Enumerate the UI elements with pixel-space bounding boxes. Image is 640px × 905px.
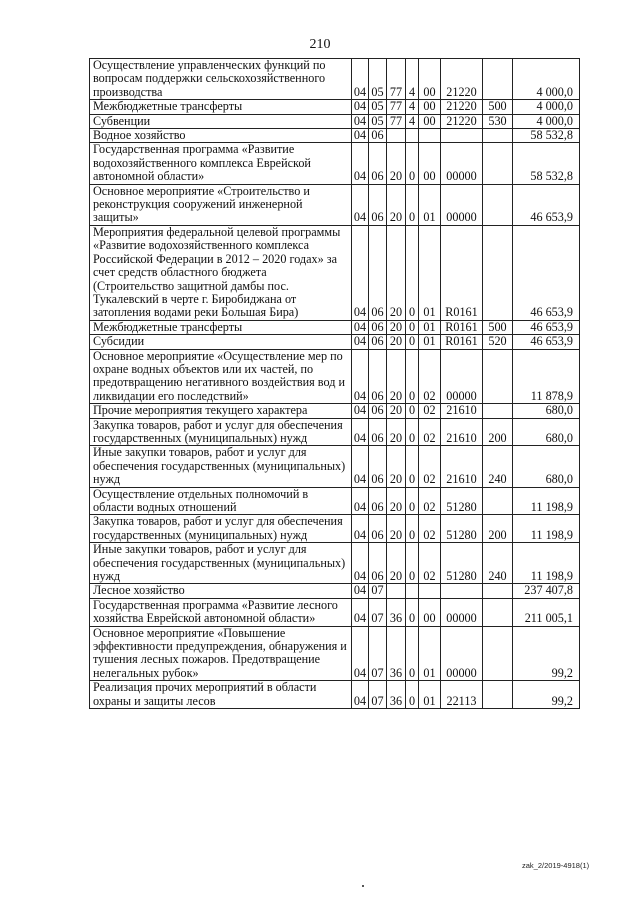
row-program-code: 20 [387, 515, 406, 543]
row-subsection-code: 05 [369, 59, 387, 100]
row-event-code: 01 [419, 320, 441, 334]
row-subprogram-code: 0 [406, 404, 419, 418]
row-expense-type-code: 240 [483, 543, 513, 584]
row-subsection-code: 05 [369, 100, 387, 114]
table-row [90, 487, 580, 515]
row-expense-type-code [483, 349, 513, 404]
row-event-code: 00 [419, 100, 441, 114]
row-section-code: 04 [352, 487, 369, 515]
table-row [90, 114, 580, 128]
row-direction-code: 00000 [441, 184, 483, 225]
row-section-code: 04 [352, 320, 369, 334]
row-event-code: 01 [419, 184, 441, 225]
row-subsection-code: 06 [369, 446, 387, 487]
row-program-code: 36 [387, 598, 406, 626]
row-amount: 99,2 [513, 626, 580, 681]
row-program-code: 20 [387, 487, 406, 515]
row-expense-type-code [483, 487, 513, 515]
row-section-code: 04 [352, 584, 369, 598]
row-expense-type-code [483, 225, 513, 320]
row-program-code: 20 [387, 404, 406, 418]
table-row [90, 584, 580, 598]
row-direction-code: 21610 [441, 404, 483, 418]
row-expense-type-code [483, 143, 513, 184]
row-subsection-code: 06 [369, 129, 387, 143]
row-event-code: 00 [419, 143, 441, 184]
row-subsection-code: 06 [369, 543, 387, 584]
row-amount: 46 653,9 [513, 225, 580, 320]
row-event-code: 02 [419, 487, 441, 515]
row-expense-type-code: 240 [483, 446, 513, 487]
table-row [90, 59, 580, 100]
row-direction-code [441, 584, 483, 598]
row-subprogram-code: 0 [406, 487, 419, 515]
row-direction-code: R0161 [441, 320, 483, 334]
table-row [90, 681, 580, 709]
row-program-code: 36 [387, 626, 406, 681]
row-event-code: 01 [419, 681, 441, 709]
row-subprogram-code: 0 [406, 446, 419, 487]
row-subprogram-code: 0 [406, 418, 419, 446]
row-expense-type-code [483, 129, 513, 143]
row-program-code: 20 [387, 320, 406, 334]
row-name: Государственная программа «Развитие лесного хозяйства Еврейской автономной области» [90, 598, 352, 626]
row-program-code: 77 [387, 100, 406, 114]
table-row [90, 349, 580, 404]
row-name: Лесное хозяйство [90, 584, 352, 598]
row-expense-type-code [483, 584, 513, 598]
row-event-code: 02 [419, 404, 441, 418]
row-name: Закупка товаров, работ и услуг для обеспечения государственных (муниципальных) нужд [90, 515, 352, 543]
row-section-code: 04 [352, 143, 369, 184]
row-event-code: 00 [419, 598, 441, 626]
table-row [90, 184, 580, 225]
row-event-code [419, 584, 441, 598]
table-row [90, 225, 580, 320]
row-direction-code: 22113 [441, 681, 483, 709]
row-subprogram-code: 0 [406, 515, 419, 543]
row-direction-code: R0161 [441, 225, 483, 320]
row-event-code: 01 [419, 225, 441, 320]
row-expense-type-code [483, 404, 513, 418]
row-subprogram-code: 0 [406, 184, 419, 225]
row-name: Прочие мероприятия текущего характера [90, 404, 352, 418]
row-section-code: 04 [352, 418, 369, 446]
row-direction-code: 21220 [441, 114, 483, 128]
row-subsection-code: 06 [369, 320, 387, 334]
row-program-code: 20 [387, 335, 406, 349]
row-event-code: 02 [419, 446, 441, 487]
table-row [90, 335, 580, 349]
row-amount: 46 653,9 [513, 184, 580, 225]
row-event-code: 02 [419, 543, 441, 584]
row-name: Субсидии [90, 335, 352, 349]
row-subprogram-code: 0 [406, 143, 419, 184]
row-program-code: 20 [387, 418, 406, 446]
row-program-code: 20 [387, 446, 406, 487]
row-subprogram-code: 0 [406, 335, 419, 349]
scan-speck [362, 885, 364, 887]
row-name: Межбюджетные трансферты [90, 100, 352, 114]
row-expense-type-code [483, 598, 513, 626]
row-expense-type-code: 200 [483, 515, 513, 543]
row-subprogram-code: 0 [406, 543, 419, 584]
row-expense-type-code [483, 626, 513, 681]
row-subsection-code: 06 [369, 184, 387, 225]
row-name: Реализация прочих мероприятий в области охраны и защиты лесов [90, 681, 352, 709]
row-amount: 680,0 [513, 404, 580, 418]
row-event-code: 02 [419, 418, 441, 446]
table-row [90, 446, 580, 487]
row-amount: 46 653,9 [513, 320, 580, 334]
row-direction-code: 00000 [441, 626, 483, 681]
row-name: Водное хозяйство [90, 129, 352, 143]
row-direction-code: 51280 [441, 487, 483, 515]
row-direction-code: 00000 [441, 349, 483, 404]
row-amount: 58 532,8 [513, 143, 580, 184]
row-name: Осуществление управленческих функций по вопросам поддержки сельскохозяйственного производства [90, 59, 352, 100]
row-program-code: 77 [387, 59, 406, 100]
row-subprogram-code: 4 [406, 59, 419, 100]
row-subsection-code: 06 [369, 418, 387, 446]
row-amount: 46 653,9 [513, 335, 580, 349]
row-section-code: 04 [352, 129, 369, 143]
row-event-code: 01 [419, 626, 441, 681]
row-section-code: 04 [352, 335, 369, 349]
row-subsection-code: 06 [369, 515, 387, 543]
row-subsection-code: 06 [369, 335, 387, 349]
table-row [90, 626, 580, 681]
row-direction-code: 21610 [441, 418, 483, 446]
row-amount: 4 000,0 [513, 100, 580, 114]
row-amount: 11 198,9 [513, 487, 580, 515]
budget-table [89, 58, 580, 709]
row-expense-type-code: 200 [483, 418, 513, 446]
row-expense-type-code [483, 184, 513, 225]
row-subprogram-code: 0 [406, 598, 419, 626]
row-name: Иные закупки товаров, работ и услуг для обеспечения государственных (муниципальных) нужд [90, 446, 352, 487]
row-subprogram-code [406, 129, 419, 143]
row-amount: 680,0 [513, 418, 580, 446]
row-section-code: 04 [352, 349, 369, 404]
row-event-code: 00 [419, 59, 441, 100]
row-subprogram-code [406, 584, 419, 598]
row-direction-code: 51280 [441, 543, 483, 584]
row-amount: 99,2 [513, 681, 580, 709]
row-amount: 4 000,0 [513, 59, 580, 100]
row-subsection-code: 06 [369, 143, 387, 184]
row-expense-type-code [483, 59, 513, 100]
row-direction-code [441, 129, 483, 143]
row-subsection-code: 06 [369, 404, 387, 418]
row-direction-code: 51280 [441, 515, 483, 543]
row-subprogram-code: 4 [406, 100, 419, 114]
row-section-code: 04 [352, 404, 369, 418]
row-section-code: 04 [352, 681, 369, 709]
row-amount: 11 198,9 [513, 515, 580, 543]
row-event-code: 02 [419, 515, 441, 543]
row-direction-code: 21220 [441, 59, 483, 100]
row-name: Государственная программа «Развитие водохозяйственного комплекса Еврейской автономной области» [90, 143, 352, 184]
row-subprogram-code: 0 [406, 320, 419, 334]
row-section-code: 04 [352, 100, 369, 114]
row-amount: 58 532,8 [513, 129, 580, 143]
row-subprogram-code: 0 [406, 681, 419, 709]
row-program-code: 77 [387, 114, 406, 128]
row-subsection-code: 06 [369, 349, 387, 404]
table-row [90, 129, 580, 143]
row-expense-type-code: 500 [483, 100, 513, 114]
row-program-code: 20 [387, 349, 406, 404]
row-expense-type-code: 520 [483, 335, 513, 349]
row-subsection-code: 07 [369, 598, 387, 626]
row-event-code: 01 [419, 335, 441, 349]
table-row [90, 100, 580, 114]
row-event-code [419, 129, 441, 143]
row-section-code: 04 [352, 598, 369, 626]
row-subsection-code: 07 [369, 584, 387, 598]
row-program-code [387, 129, 406, 143]
row-name: Осуществление отдельных полномочий в области водных отношений [90, 487, 352, 515]
row-subprogram-code: 0 [406, 349, 419, 404]
row-program-code: 20 [387, 543, 406, 584]
row-direction-code: R0161 [441, 335, 483, 349]
row-program-code: 36 [387, 681, 406, 709]
row-subprogram-code: 0 [406, 225, 419, 320]
row-amount: 680,0 [513, 446, 580, 487]
row-subsection-code: 07 [369, 681, 387, 709]
row-name: Основное мероприятие «Повышение эффективности предупреждения, обнаружения и тушения лесных пожаров. Предотвращение нелегальных рубок» [90, 626, 352, 681]
row-expense-type-code: 530 [483, 114, 513, 128]
row-section-code: 04 [352, 626, 369, 681]
row-amount: 11 198,9 [513, 543, 580, 584]
table-row [90, 404, 580, 418]
row-expense-type-code: 500 [483, 320, 513, 334]
row-direction-code: 21220 [441, 100, 483, 114]
row-section-code: 04 [352, 446, 369, 487]
row-amount: 4 000,0 [513, 114, 580, 128]
row-name: Субвенции [90, 114, 352, 128]
row-name: Основное мероприятие «Строительство и реконструкция сооружений инженерной защиты» [90, 184, 352, 225]
row-amount: 11 878,9 [513, 349, 580, 404]
document-code: zak_2/2019-4918(1) [522, 861, 590, 870]
table-row [90, 418, 580, 446]
table-row [90, 320, 580, 334]
row-section-code: 04 [352, 59, 369, 100]
table-row [90, 143, 580, 184]
row-program-code [387, 584, 406, 598]
row-program-code: 20 [387, 225, 406, 320]
row-name: Мероприятия федеральной целевой программы «Развитие водохозяйственного комплекса Российской Федерации в 2012 – 2020 годах» за счет средств областного бюджета (Строительство защитной дамбы пос. Тукалевский в черте г. Биробиджана от затопления водами реки Большая Бира) [90, 225, 352, 320]
page-number: 210 [309, 37, 331, 52]
row-subsection-code: 06 [369, 487, 387, 515]
row-name: Иные закупки товаров, работ и услуг для обеспечения государственных (муниципальных) нужд [90, 543, 352, 584]
row-subprogram-code: 0 [406, 626, 419, 681]
row-name: Закупка товаров, работ и услуг для обеспечения государственных (муниципальных) нужд [90, 418, 352, 446]
row-event-code: 00 [419, 114, 441, 128]
row-direction-code: 00000 [441, 598, 483, 626]
row-amount: 211 005,1 [513, 598, 580, 626]
row-section-code: 04 [352, 114, 369, 128]
row-direction-code: 21610 [441, 446, 483, 487]
table-row [90, 598, 580, 626]
row-subsection-code: 05 [369, 114, 387, 128]
row-program-code: 20 [387, 143, 406, 184]
row-section-code: 04 [352, 543, 369, 584]
row-subprogram-code: 4 [406, 114, 419, 128]
row-name: Основное мероприятие «Осуществление мер по охране водных объектов или их частей, по предотвращению негативного воздействия вод и ликвидации его последствий» [90, 349, 352, 404]
row-subsection-code: 06 [369, 225, 387, 320]
row-section-code: 04 [352, 515, 369, 543]
row-name: Межбюджетные трансферты [90, 320, 352, 334]
row-event-code: 02 [419, 349, 441, 404]
row-subsection-code: 07 [369, 626, 387, 681]
table-row [90, 543, 580, 584]
budget-table-body [90, 59, 580, 709]
row-expense-type-code [483, 681, 513, 709]
row-program-code: 20 [387, 184, 406, 225]
row-direction-code: 00000 [441, 143, 483, 184]
table-row [90, 515, 580, 543]
row-section-code: 04 [352, 225, 369, 320]
row-amount: 237 407,8 [513, 584, 580, 598]
row-section-code: 04 [352, 184, 369, 225]
